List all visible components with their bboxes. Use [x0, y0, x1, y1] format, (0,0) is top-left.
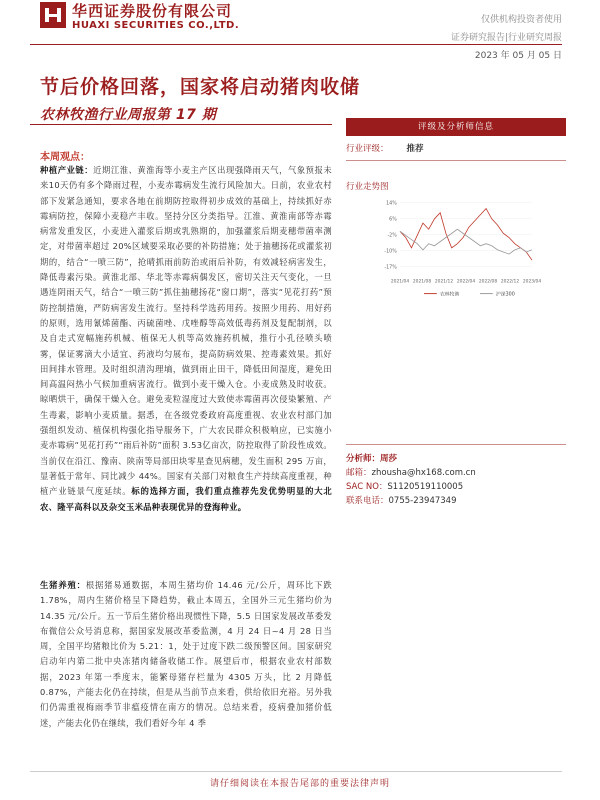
company-name-cn: 华西证券股份有限公司 — [72, 2, 233, 20]
company-name-en: HUAXI SECURITIES CO.,LTD. — [72, 20, 240, 31]
analyst-label: 分析师： — [346, 454, 381, 464]
x-tick-label: 2021/04 — [390, 279, 410, 285]
sac-label: SAC NO： — [346, 482, 388, 492]
y-tick-label: -17% — [384, 265, 397, 271]
rating-value: 推荐 — [406, 144, 424, 154]
chart-label: 行业走势图 — [346, 182, 389, 192]
panel-header: 评级及分析师信息 — [346, 118, 566, 136]
phone-label: 联系电话： — [346, 496, 389, 506]
x-tick-label: 2023/04 — [522, 279, 542, 285]
x-tick-label: 2022/08 — [478, 279, 498, 285]
report-header — [0, 0, 600, 60]
rating-analyst-panel — [346, 118, 566, 506]
footer-disclaimer: 请仔细阅读在本报告尾部的重要法律声明 — [209, 779, 390, 789]
huaxi-logo-icon — [40, 2, 66, 28]
y-tick-label: 6% — [389, 217, 397, 223]
industry-rating — [346, 142, 424, 154]
paragraph-text: 近期江淮、黄淮海等小麦主产区出现强降雨天气，气象预报未来10天仍有多个降雨过程，小麦赤霉病发生流行风险加大。日前，农业农村部下发紧急通知，要求各地在前期防控取得初步成效的基础上，持续抓好赤霉病防控，保障小麦稳产丰收。坚持分区分类指导。江淮、黄淮南部等赤霉病常发重发区，小麦进入灌浆后期或乳熟期的，加强灌浆后期麦穗带菌率测定，对带菌率超过 20%区域要采取必要的补防措施；处于抽穗扬花或灌浆初期的，结合“一喷三防”，抢晴抓雨前防治或雨后补防，有效减轻病害发生，降低毒素污染。黄淮北部、华北等赤霉病偶发区，密切关注天气变化，一旦遇连阴雨天气，结合“一喷三防”抓住抽穗扬花“窗口期”，落实“见花打药”预防控制措施，严防病害发生流行。坚持科学选药用药。按照少用药、用好药的原则，选用氰烯菌酯、丙硫菌唑、戊唑醇等高效低毒药剂及复配制剂，以及自走式宽幅施药机械、植保无人机等高效施药机械，推行小孔径喷头喷雾，保证雾滴大小适宜、药液均匀展布，提高防病效果、控毒素效果。抓好田间排水管理。及时组织清沟理墒，做到雨止田干，降低田间湿度，避免田间高温闷热小气候加重病害流行。做到小麦干燥入仓。小麦成熟及时收获。晾晒烘干，确保干燥入仓。避免麦粒湿度过大致使赤霉菌再次侵染繁殖、产生毒素，影响小麦质量。据悉，在各级党委政府高度重视、农业农村部门加强组织发动、植保机构强化指导服务下，广大农民群众积极响应，已实施小麦赤霉病“见花打药”“雨后补防”面积 3.53亿亩次，防控取得了阶段性成效。当前仅在沿江、豫南、陕南等局部田块零星查见病穗，发生面积 295 万亩，显著低于常年、同比减少 44%。国家有关部门对粮食生产持续高度重视，种植产业链景气度延续。 — [40, 165, 332, 497]
y-tick-label: -2% — [387, 233, 397, 239]
analyst-name: 周莎 — [380, 454, 398, 464]
audience-note: 仅供机构投资者使用 — [480, 15, 562, 25]
footer-divider — [30, 771, 562, 772]
x-tick-label: 2021/08 — [412, 279, 432, 285]
paragraph-keyword: 种植产业链： — [40, 165, 94, 175]
paragraph-hog — [40, 578, 332, 731]
analyst-phone: 0755-23947349 — [388, 496, 457, 506]
chart-divider — [346, 444, 566, 445]
analyst-email: zhousha@hx168.com.cn — [371, 468, 476, 478]
x-tick-label: 2022/12 — [500, 279, 520, 285]
paragraph-text: 根据猪易通数据，本周生猪均价 14.46 元/公斤，周环比下跌 1.78%，周内生猪价格呈下降趋势，截止本周五，全国外三元生猪均价为 14.35 元/公斤。五一节后生猪价格出现惯性下降，5.5 日国家发展改革委发布微信公众号消息称，据国家发展改革委监测，4 月 24 日~4 月 28 日当周，全国平均猪粮比价为 5.21：1，处于过度下跌二级预警区间。国家研究启动年内第二批中央冻猪肉储备收储工作。展望后市，根据农业农村部数据，2023 年第一季度末，能繁母猪存栏量为 4305 万头，比 2 月降低 0.87%，产能去化仍在持续，但是从当前节点来看，供给依旧充裕。另外我们仍需重视梅雨季节非瘟疫情在南方的情况。总结来看，疫病叠加猪价低迷，产能去化仍在继续，我们看好今年 4 季 — [40, 580, 332, 728]
analyst-sac: S1120519110005 — [387, 482, 464, 492]
report-subtitle: 农林牧渔行业周报第 17 期 — [40, 107, 217, 123]
subtitle-divider — [30, 124, 332, 125]
y-tick-label: -10% — [384, 249, 397, 255]
report-title: 节后价格回落，国家将启动猪肉收储 — [40, 76, 361, 98]
report-type: 证券研究报告|行业研究周报 — [450, 33, 562, 43]
paragraph-planting — [40, 163, 332, 515]
x-tick-label: 2022/04 — [456, 279, 476, 285]
x-tick-label: 2021/12 — [434, 279, 454, 285]
analyst-info — [346, 452, 476, 508]
rating-label: 行业评级： — [346, 144, 389, 154]
y-tick-label: 14% — [386, 201, 397, 207]
section-title: 本周观点： — [40, 152, 90, 163]
rating-divider — [346, 160, 566, 161]
email-label: 邮箱： — [346, 468, 372, 478]
paragraph-keyword: 生猪养殖： — [40, 580, 86, 590]
report-date: 2023 年 05 月 05 日 — [474, 51, 562, 61]
paragraph-emphasis: 标的选择方面，我们重点推荐先发优势明显的大北农、隆平高科以及杂交玉米品种表现优异的登海种业。 — [40, 486, 332, 512]
legend-label: 农林牧渔 — [440, 292, 460, 298]
legend-label: 沪深300 — [496, 292, 515, 298]
industry-trend-chart — [346, 196, 566, 336]
header-divider — [30, 44, 562, 45]
